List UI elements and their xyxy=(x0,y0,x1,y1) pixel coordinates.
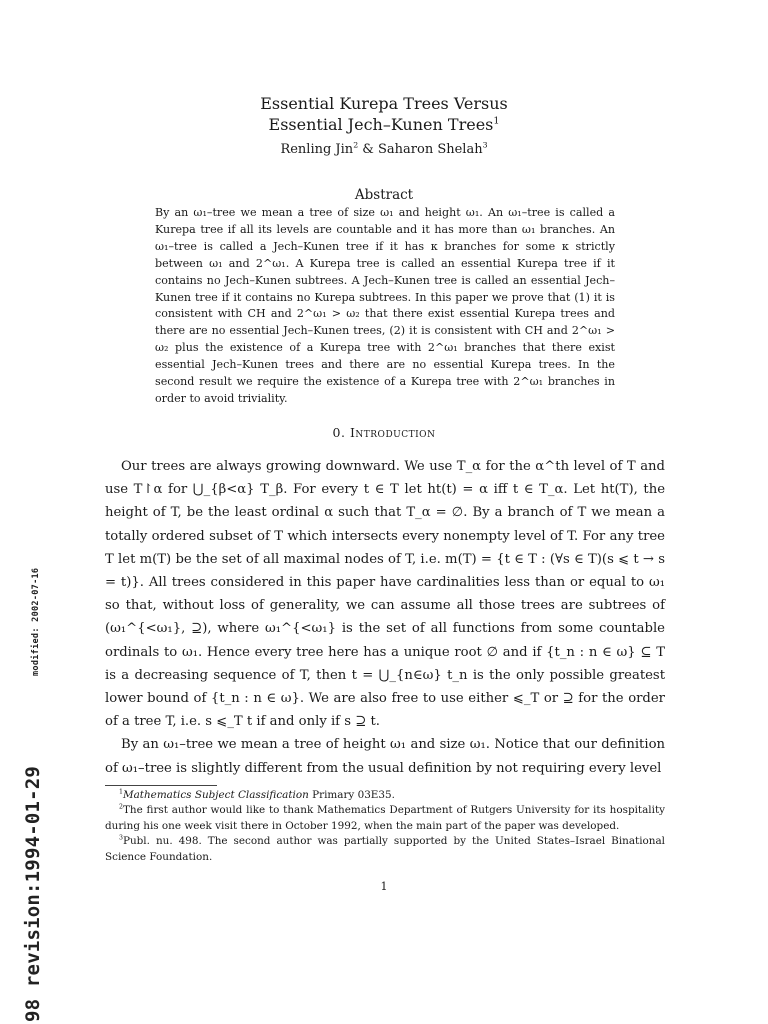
author-2: Saharon Shelah xyxy=(378,142,483,157)
section-title: Introduction xyxy=(349,425,436,440)
author-1-mark: 2 xyxy=(353,140,359,150)
footnote-3 xyxy=(105,834,665,865)
footnote-3-mark: 3 xyxy=(119,834,123,842)
abstract-text: By an ω₁–tree we mean a tree of size ω₁ and height ω₁. An ω₁–tree is called a Kurepa tree if all its levels are countable and it has more than ω₁ branches. An ω₁–tree is called a Jech–Kunen tree if it has κ branches for some κ strictly between ω₁ and 2^ω₁. A Kurepa tree is called an essential Kurepa tree if it contains no Jech–Kunen subtrees. A Jech–Kunen tree is called an essential Jech–Kunen tree if it contains no Kurepa subtrees. In this paper we prove that (1) it is consistent with CH and 2^ω₁ > ω₂ that there exist essential Kurepa trees and there are no essential Jech–Kunen trees, (2) it is consistent with CH and 2^ω₁ > ω₂ plus the existence of a Kurepa tree with 2^ω₁ branches that there exist essential Jech–Kunen trees and there are no essential Kurepa trees. In the second result we require the existence of a Kurepa tree with 2^ω₁ branches in order to avoid triviality. xyxy=(155,206,615,405)
footnote-2 xyxy=(105,803,665,834)
title-line-1: Essential Kurepa Trees Versus xyxy=(260,94,508,113)
footnote-2-text: The first author would like to thank Mathematics Department of Rutgers University for its hospitality during his one week visit there in October 1992, when the main part of the paper was developed. xyxy=(105,804,665,832)
author-2-mark: 3 xyxy=(482,140,488,150)
section-heading xyxy=(0,425,768,440)
title-footnote-mark: 1 xyxy=(493,115,500,127)
paragraph-2: By an ω₁–tree we mean a tree of height ω₁ and size ω₁. Notice that our definition of ω₁–tree is slightly different from the usual definition by not requiring every level xyxy=(105,737,665,776)
author-separator: & xyxy=(358,142,378,157)
footnote-1-mark: 1 xyxy=(119,788,123,796)
modified-date-stamp: modified: 2002-07-16 xyxy=(31,567,41,676)
abstract-heading: Abstract xyxy=(354,187,414,203)
title-block xyxy=(0,93,768,159)
footnotes xyxy=(105,788,665,865)
author-1: Renling Jin xyxy=(280,142,354,157)
authors-line xyxy=(0,141,768,159)
title-line-2-text: Essential Jech–Kunen Trees xyxy=(268,115,494,134)
footnote-1-italic: Mathematics Subject Classification xyxy=(122,789,309,801)
revision-stamp: 98 revision:1994-01-29 xyxy=(22,765,44,1022)
footnote-3-text: Publ. nu. 498. The second author was partially supported by the United States–Israel Binational Science Foundation. xyxy=(105,835,665,863)
footnote-rule xyxy=(105,785,217,786)
footnote-1 xyxy=(105,788,665,803)
page-number: 1 xyxy=(380,880,388,893)
section-number: 0. xyxy=(332,425,346,440)
footnote-2-mark: 2 xyxy=(119,803,123,811)
footnote-1-text: Primary 03E35. xyxy=(308,789,395,801)
paragraph-1: Our trees are always growing downward. We use T_α for the α^th level of T and use T↾α for ⋃_{β<α} T_β. For every t ∈ T let ht(t) = α iff t ∈ T_α. Let ht(T), the height of T, be the least ordinal α such that T_α = ∅. By a branch of T we mean a totally ordered subset of T which intersects every nonempty level of T. For any tree T let m(T) be the set of all maximal nodes of T, i.e. m(T) = {t ∈ T : (∀s ∈ T)(s ⩽ t → s = t)}. All trees considered in this paper have cardinalities less than or equal to ω₁ so that, without loss of generality, we can assume all those trees are subtrees of (ω₁^{<ω₁}, ⊇), where ω₁^{<ω₁} is the set of all functions from some countable ordinals to ω₁. Hence every tree here has a unique root ∅ and if {t_n : n ∈ ω} ⊆ T is a decreasing sequence of T, then t = ⋃_{n∈ω} t_n is the only possible greatest lower bound of {t_n : n ∈ ω}. We are also free to use either ⩽_T or ⊇ for the order of a tree T, i.e. s ⩽_T t if and only if s ⊇ t. xyxy=(105,459,665,730)
title-line-2 xyxy=(0,114,768,135)
main-body xyxy=(105,455,665,780)
